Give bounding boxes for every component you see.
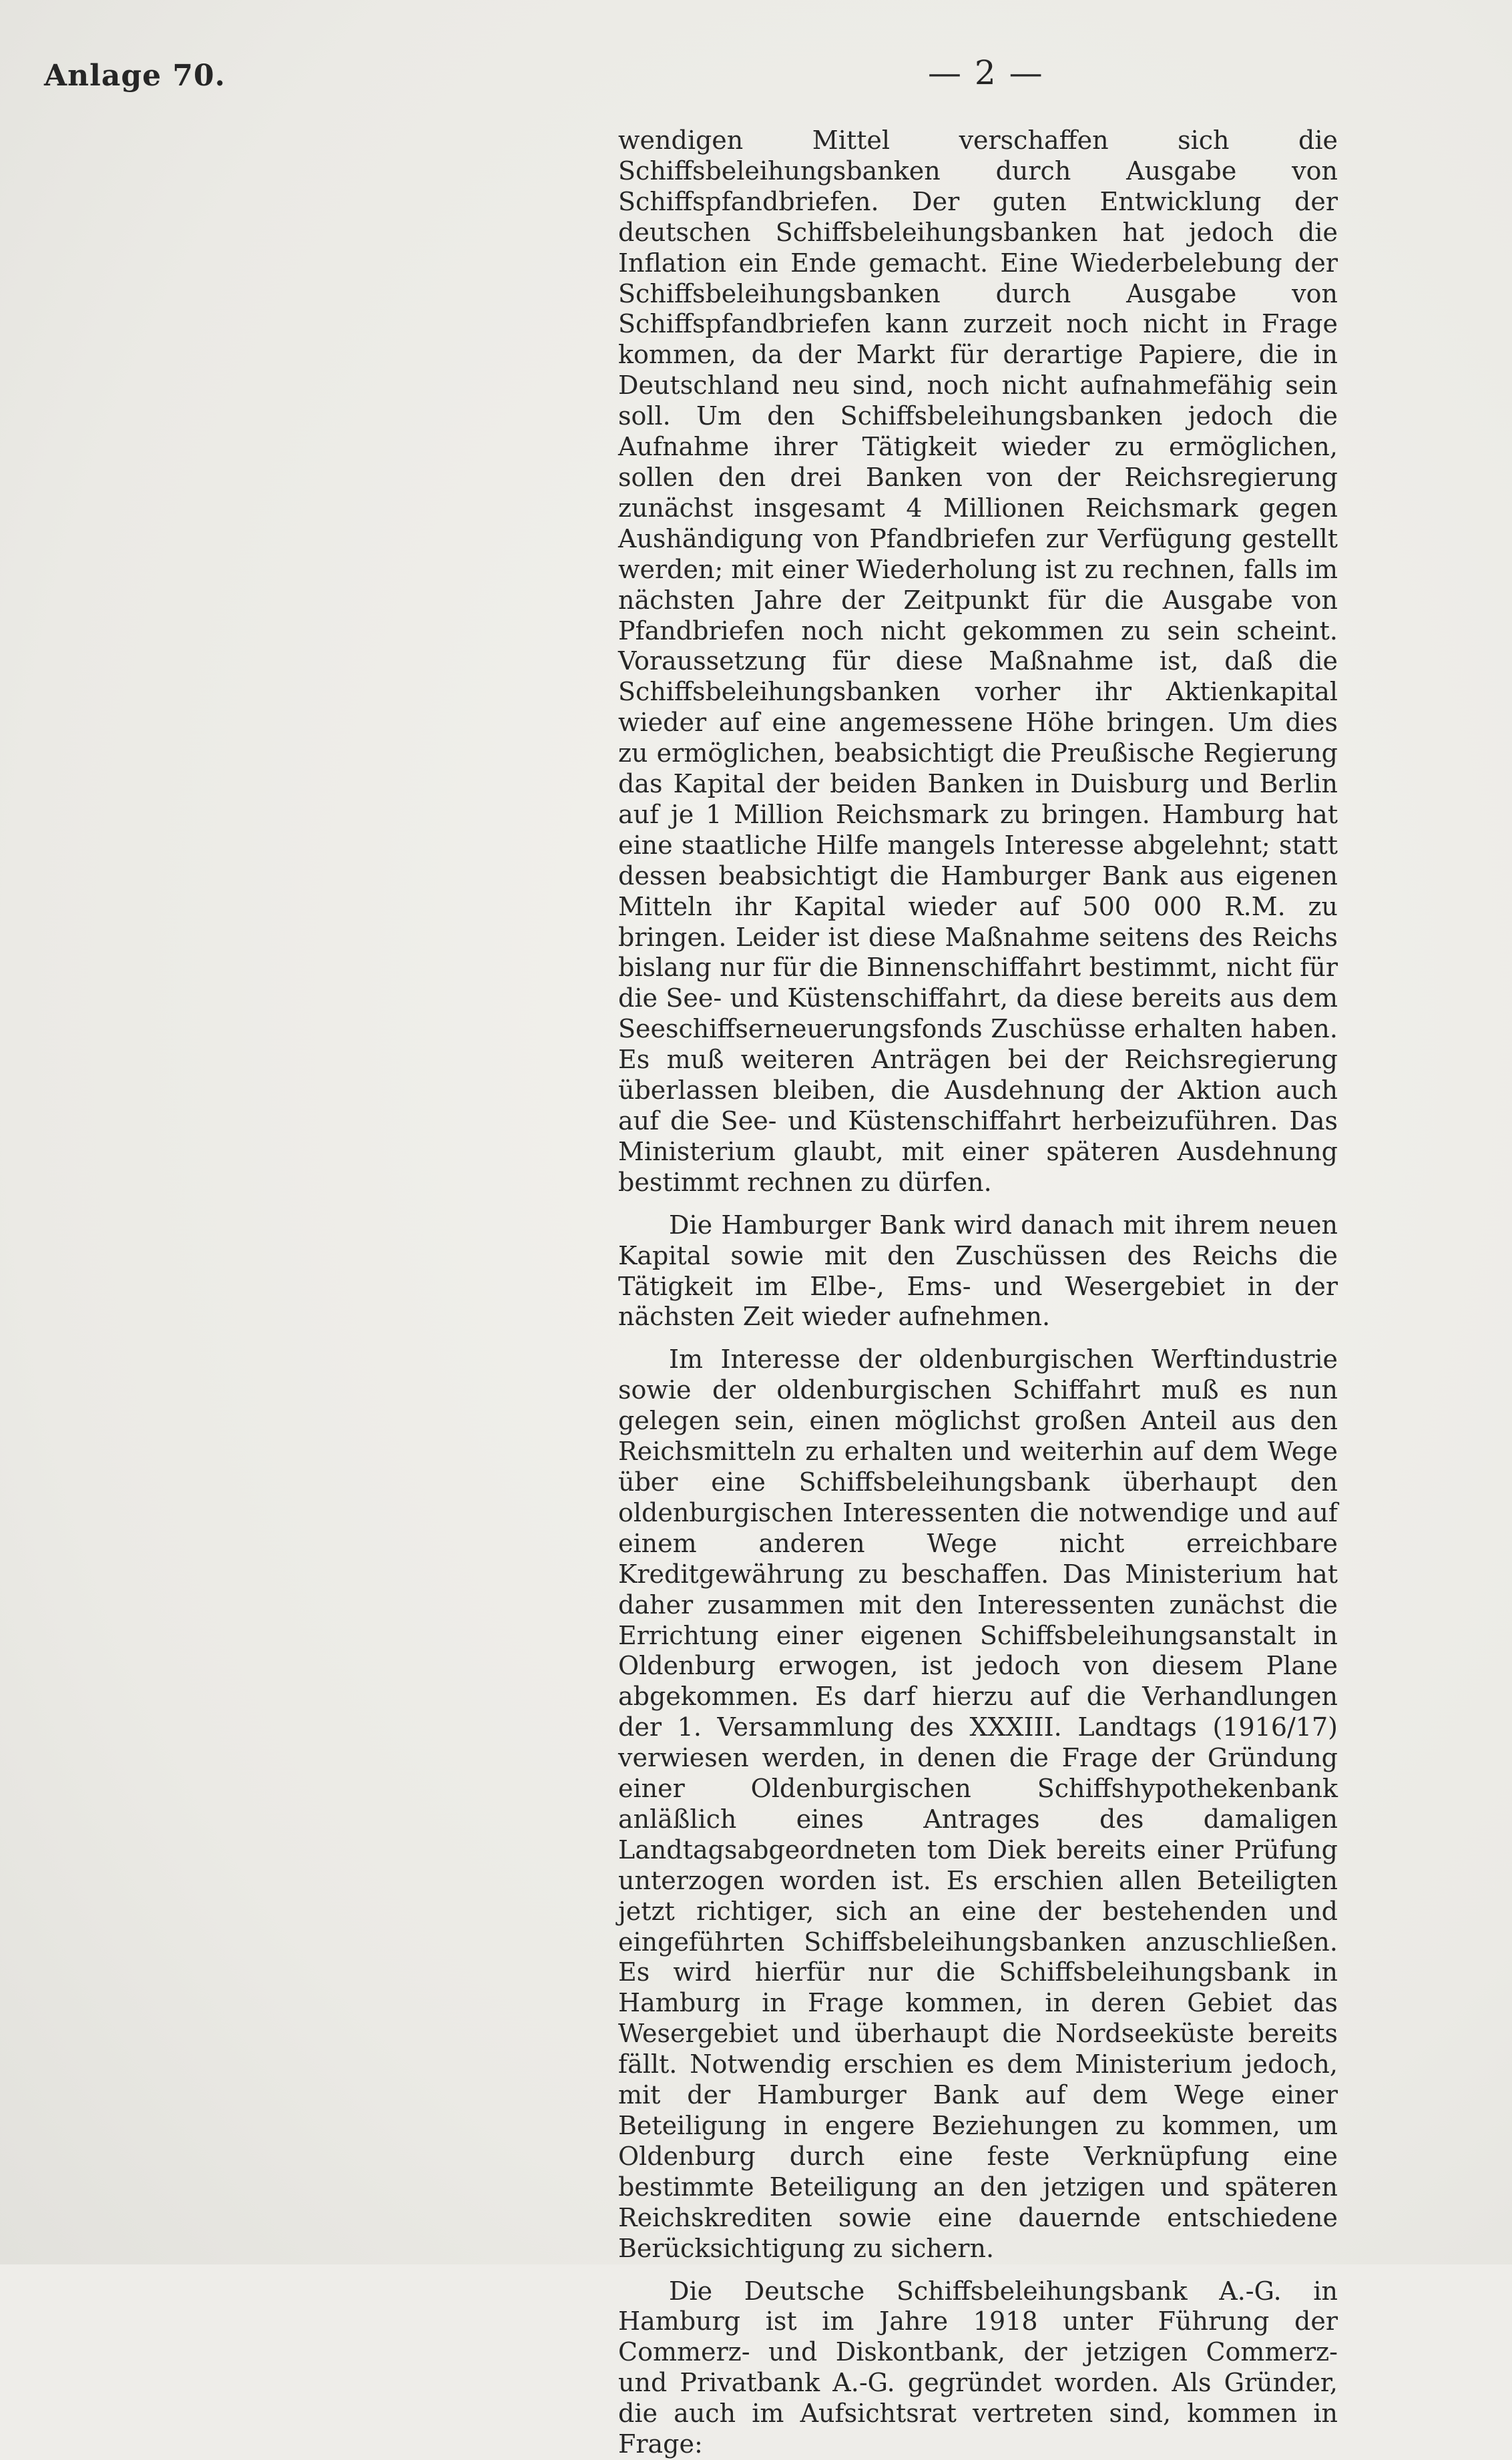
paragraph-3: Im Interesse der oldenburgischen Werftindustrie sowie der oldenburgischen Schiffahrt muß es nun gelegen sein, einen möglichst großen Anteil aus den Reichsmitteln zu erhalten und weiterhin auf dem Wege über eine Schiffsbeleihungsbank überhaupt den oldenburgischen Interessenten die notwendige und auf einem anderen Wege nicht erreichbare Kreditgewährung zu beschaffen. Das Ministerium hat daher zusammen mit den Interessenten zunächst die Errichtung einer eigenen Schiffsbeleihungsanstalt in Oldenburg erwogen, ist jedoch von diesem Plane abgekommen. Es darf hierzu auf die Verhandlungen der 1. Versammlung des XXXIII. Landtags (1916/17) verwiesen werden, in denen die Frage der Gründung einer Oldenburgischen Schiffshypothekenbank anläßlich eines Antrages des damaligen Landtagsabgeordneten tom Diek bereits einer Prüfung unterzogen worden ist. Es erschien allen Beteiligten jetzt richtiger, sich an eine der bestehenden und eingeführten Schiffsbeleihungsbanken anzuschließen. Es wird hierfür nur die Schiffsbeleihungsbank in Hamburg in Frage kommen, in deren Gebiet das Wesergebiet und überhaupt die Nordseeküste bereits fällt. Notwendig erschien es dem Ministerium jedoch, mit der Hamburger Bank auf dem Wege einer Beteiligung in engere Beziehungen zu kommen, um Oldenburg durch eine feste Verknüpfung eine bestimmte Beteiligung an den jetzigen und späteren Reichskrediten sowie eine dauernde entschiedene Berücksichtigung zu sichern. [618,1344,1338,2263]
annex-label: Anlage 70. [44,59,226,93]
text-column [618,126,1338,2460]
paragraph-4: Die Deutsche Schiffsbeleihungsbank A.-G. in Hamburg ist im Jahre 1918 unter Führung der Commerz- und Diskontbank, der jetzigen Commerz- und Privatbank A.-G. gegründet worden. Als Gründer, die auch im Aufsichtsrat vertreten sind, kommen in Frage: [618,2276,1338,2459]
page-number: — 2 — [928,53,1044,92]
paragraph-2: Die Hamburger Bank wird danach mit ihrem neuen Kapital sowie mit den Zuschüssen des Reichs die Tätigkeit im Elbe-, Ems- und Wesergebiet in der nächsten Zeit wieder aufnehmen. [618,1210,1338,1332]
paragraph-1: wendigen Mittel verschaffen sich die Schiffsbeleihungsbanken durch Ausgabe von Schiffspfandbriefen. Der guten Entwicklung der deutschen Schiffsbeleihungsbanken hat jedoch die Inflation ein Ende gemacht. Eine Wiederbelebung der Schiffsbeleihungsbanken durch Ausgabe von Schiffspfandbriefen kann zurzeit noch nicht in Frage kommen, da der Markt für derartige Papiere, die in Deutschland neu sind, noch nicht aufnahmefähig sein soll. Um den Schiffsbeleihungsbanken jedoch die Aufnahme ihrer Tätigkeit wieder zu ermöglichen, sollen den drei Banken von der Reichsregierung zunächst insgesamt 4 Millionen Reichsmark gegen Aushändigung von Pfandbriefen zur Verfügung gestellt werden; mit einer Wiederholung ist zu rechnen, falls im nächsten Jahre der Zeitpunkt für die Ausgabe von Pfandbriefen noch nicht gekommen zu sein scheint. Voraussetzung für diese Maßnahme ist, daß die Schiffsbeleihungsbanken vorher ihr Aktienkapital wieder auf eine angemessene Höhe bringen. Um dies zu ermöglichen, beabsichtigt die Preußische Regierung das Kapital der beiden Banken in Duisburg und Berlin auf je 1 Million Reichsmark zu bringen. Hamburg hat eine staatliche Hilfe mangels Interesse abgelehnt; statt dessen beabsichtigt die Hamburger Bank aus eigenen Mitteln ihr Kapital wieder auf 500 000 R.M. zu bringen. Leider ist diese Maßnahme seitens des Reichs bislang nur für die Binnenschiffahrt bestimmt, nicht für die See- und Küstenschiffahrt, da diese bereits aus dem Seeschiffserneuerungsfonds Zuschüsse erhalten haben. Es muß weiteren Anträgen bei der Reichsregierung überlassen bleiben, die Ausdehnung der Aktion auch auf die See- und Küstenschiffahrt herbeizuführen. Das Ministerium glaubt, mit einer späteren Ausdehnung bestimmt rechnen zu dürfen. [618,126,1338,1197]
